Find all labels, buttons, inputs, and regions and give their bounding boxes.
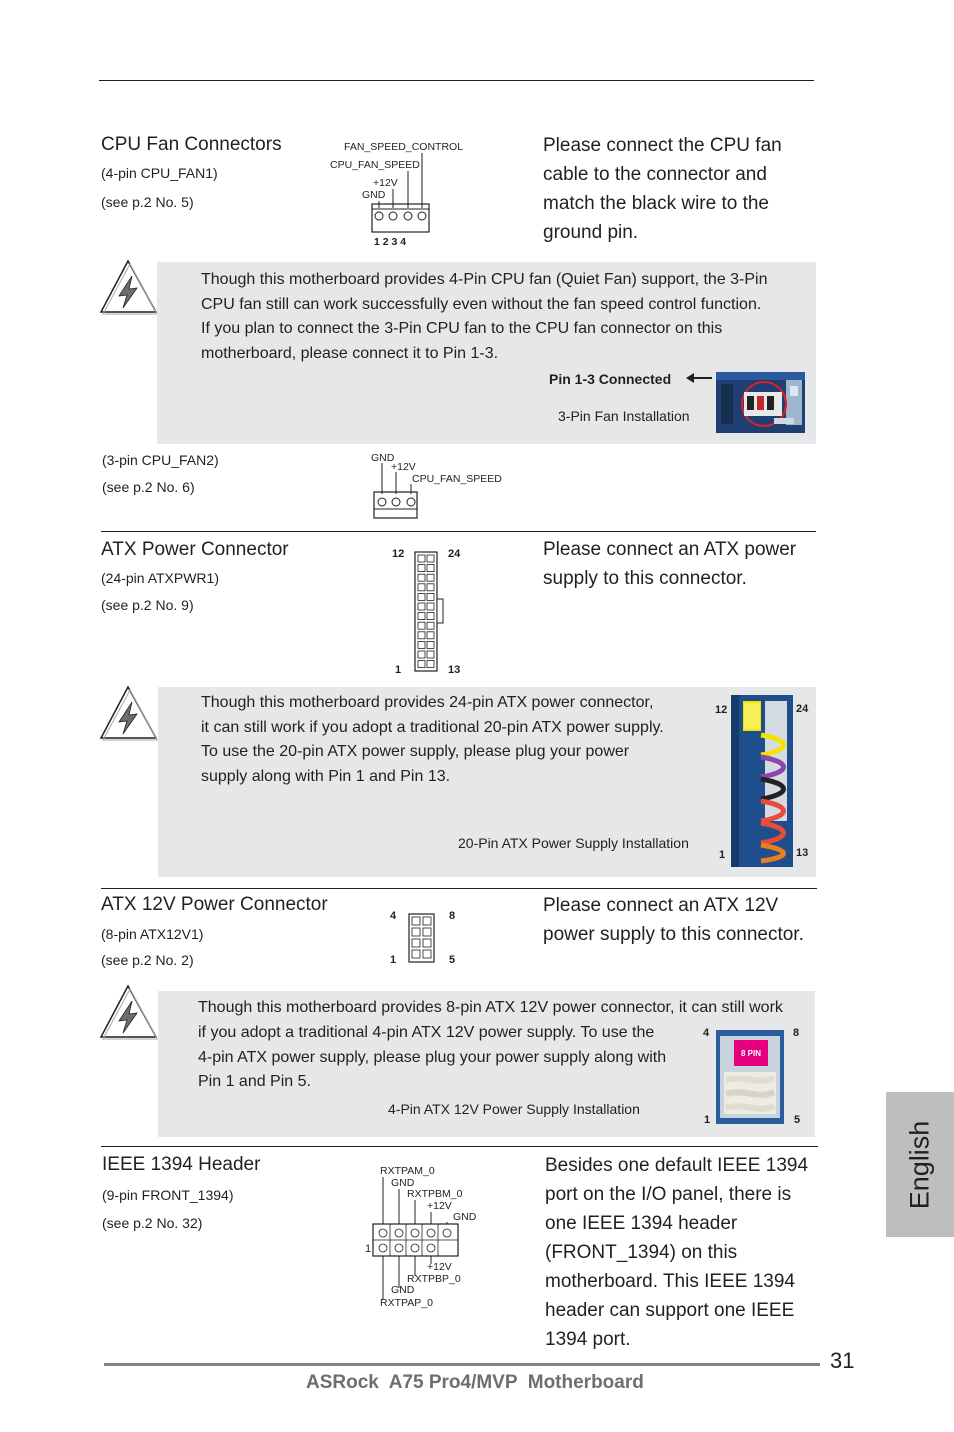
pin-number-13: 13: [796, 847, 809, 859]
pin-cell: [427, 651, 434, 658]
pin-number-4: 4: [390, 910, 397, 922]
pin-cell: [427, 574, 434, 581]
pin-cell: [427, 584, 434, 591]
pin-number-5: 5: [794, 1114, 801, 1126]
pin-cell: [427, 613, 434, 620]
pin-cell: [423, 950, 431, 958]
pin-label-cpu-fan-speed: CPU_FAN_SPEED: [330, 159, 420, 171]
pin-cell: [427, 641, 434, 648]
pin-label-12v: +12V: [373, 177, 398, 189]
pin-cell: [418, 574, 425, 581]
pin-number-8: 8: [449, 910, 456, 922]
svg-text:8 PIN: 8 PIN: [740, 1049, 762, 1058]
pin-label-gnd: GND: [362, 189, 386, 201]
language-tab: [886, 1092, 954, 1237]
pin-number-13: 13: [448, 664, 461, 676]
pin-cell: [418, 641, 425, 648]
pin-label-gnd: GND: [391, 1177, 415, 1189]
3pin-fan-caption: 3-Pin Fan Installation: [558, 408, 690, 424]
atx-power-page-ref: (see p.2 No. 9): [101, 597, 194, 613]
pin-hole: [379, 1244, 387, 1252]
pin-label-rxtpam0: RXTPAM_0: [380, 1165, 435, 1177]
pin-label-gnd: GND: [391, 1284, 415, 1296]
atx12v-subtitle: (8-pin ATX12V1): [101, 926, 204, 942]
pin-cell: [423, 917, 431, 925]
cpu-fan-description: Please connect the CPU fan cable to the connector and match the black wire to the ground pin.: [543, 135, 782, 243]
cpu-fan2-diagram: [368, 450, 508, 522]
warning-icon: [99, 684, 159, 742]
pin-label-gnd: GND: [453, 1211, 477, 1223]
pin-label-fan-speed-control: FAN_SPEED_CONTROL: [344, 141, 464, 153]
pin-number-12: 12: [715, 704, 728, 716]
atx12v-title: ATX 12V Power Connector: [101, 894, 328, 915]
warning-icon: [99, 258, 159, 316]
20pin-atx-caption: 20-Pin ATX Power Supply Installation: [458, 835, 689, 851]
pin-label-cpu-fan-speed: CPU_FAN_SPEED: [412, 473, 502, 485]
top-rule: [99, 80, 814, 81]
pin-hole: [379, 1229, 387, 1237]
cpu-fan2-subtitle: (3-pin CPU_FAN2): [102, 452, 219, 468]
atx-power-subtitle: (24-pin ATXPWR1): [101, 570, 219, 586]
warning-icon: [99, 983, 159, 1041]
pin-cell: [418, 593, 425, 600]
cpu-fan-title: CPU Fan Connectors: [101, 134, 282, 155]
pin-number-24: 24: [796, 703, 809, 715]
page-number: 31: [830, 1348, 855, 1373]
atx-power-title: ATX Power Connector: [101, 539, 289, 560]
4pin-atx12v-photo: [716, 1030, 784, 1124]
atx-24pin-diagram: [385, 542, 475, 680]
pin-label-12v: +12V: [427, 1261, 452, 1273]
pin-cell: [412, 939, 420, 947]
pin-cell: [412, 928, 420, 936]
atx12v-8pin-diagram: [385, 905, 465, 967]
pin-number-1: 1: [704, 1114, 711, 1126]
section-rule: [101, 888, 817, 889]
pin-hole: [443, 1229, 451, 1237]
pin-label-rxtpbp0: RXTPBP_0: [407, 1273, 461, 1285]
pin-cell: [427, 593, 434, 600]
pin-cell: [427, 565, 434, 572]
footer-product-name: ASRock A75 Pro4/MVP Motherboard: [306, 1372, 644, 1393]
pin-cell: [423, 928, 431, 936]
pin-cell: [418, 565, 425, 572]
pin-cell: [418, 622, 425, 629]
language-tab-label: English: [904, 1120, 935, 1209]
pin-number-4: 4: [703, 1027, 710, 1039]
pin-cell: [427, 622, 434, 629]
ieee1394-description: Besides one default IEEE 1394 port on the I/O panel, there is one IEEE 1394 header (FRONT_1394) on this motherboard. This IEEE 1394 header can support one IEEE 1394 port.: [545, 1155, 809, 1350]
note-4pin-atx12v-first-line: Though this motherboard provides 8-pin ATX 12V power connector, it can still work: [198, 999, 783, 1016]
pin-cell: [423, 939, 431, 947]
pin-number-24: 24: [448, 548, 461, 560]
footer-rule: [104, 1363, 820, 1366]
4pin-atx12v-caption: 4-Pin ATX 12V Power Supply Installation: [388, 1101, 640, 1117]
pin-number-8: 8: [793, 1027, 800, 1039]
pin-hole: [395, 1244, 403, 1252]
cpu-fan-page-ref: (see p.2 No. 5): [101, 194, 194, 210]
pin-number-1: 1: [390, 954, 397, 966]
pin-number-5: 5: [449, 954, 456, 966]
pin-label-rxtpap0: RXTPAP_0: [380, 1297, 433, 1309]
pin-number-1: 1: [365, 1243, 372, 1255]
pin-cell: [412, 917, 420, 925]
pin-cell: [418, 651, 425, 658]
pin-cell: [427, 661, 434, 668]
pin-1-3-connected-label: Pin 1-3 Connected: [549, 371, 672, 387]
pin-cell: [418, 632, 425, 639]
pin-hole: [411, 1244, 419, 1252]
pin-label-gnd: GND: [371, 452, 395, 464]
atx12v-page-ref: (see p.2 No. 2): [101, 952, 194, 968]
20pin-atx-photo: [731, 695, 793, 867]
pin-cell: [427, 632, 434, 639]
pin-number-1: 1: [395, 664, 402, 676]
3pin-fan-photo: [716, 372, 805, 433]
pin-label-12v: +12V: [391, 461, 416, 473]
section-rule: [101, 1146, 818, 1147]
pin-cell: [418, 555, 425, 562]
pin-numbers: 1 2 3 4: [374, 236, 407, 248]
pin-cell: [418, 661, 425, 668]
pin-label-12v: +12V: [427, 1200, 452, 1212]
note-4pin-atx12v-text: if you adopt a traditional 4-pin ATX 12V power supply. To use the 4-pin ATX power supply, please plug your power supply along with Pin 1 and Pin 5.: [198, 1024, 667, 1090]
pin-cell: [418, 613, 425, 620]
cpu-fan2-page-ref: (see p.2 No. 6): [102, 479, 195, 495]
pin-cell: [427, 555, 434, 562]
atx12v-description: Please connect an ATX 12V power supply to this connector.: [543, 895, 804, 945]
pin-number-1: 1: [719, 849, 726, 861]
pin-cell: [418, 584, 425, 591]
ieee1394-9pin-diagram: [360, 1160, 500, 1312]
pin-cell: [412, 950, 420, 958]
note-20pin-atx-text: Though this motherboard provides 24-pin ATX power connector, it can still work if you adopt a traditional 20-pin ATX power supply. To use the 20-pin ATX power supply, please plug your power supply along with Pin 1 and Pin 13.: [201, 694, 664, 785]
pin-cell: [418, 603, 425, 610]
pin-label-rxtpbm0: RXTPBM_0: [407, 1188, 463, 1200]
pin-hole: [427, 1229, 435, 1237]
section-rule: [101, 531, 816, 532]
atx-power-description: Please connect an ATX power supply to this connector.: [543, 539, 797, 589]
pin-number-12: 12: [392, 548, 405, 560]
pin-hole: [411, 1229, 419, 1237]
note-3pin-fan-text: Though this motherboard provides 4-Pin CPU fan (Quiet Fan) support, the 3-Pin CPU fan still can work successfully even without the fan speed control function. If you plan to connect the 3-Pin CPU fan to the CPU fan connector on this motherboard, please connect it to Pin 1-3.: [201, 271, 768, 362]
cpu-fan1-diagram: [325, 136, 475, 251]
ieee1394-title: IEEE 1394 Header: [102, 1154, 261, 1175]
pin-hole: [395, 1229, 403, 1237]
ieee1394-subtitle: (9-pin FRONT_1394): [102, 1187, 234, 1203]
pin-cell: [427, 603, 434, 610]
cpu-fan-subtitle: (4-pin CPU_FAN1): [101, 165, 218, 181]
ieee1394-page-ref: (see p.2 No. 32): [102, 1215, 203, 1231]
pin-hole: [427, 1244, 435, 1252]
arrow-left-icon: [684, 371, 714, 385]
